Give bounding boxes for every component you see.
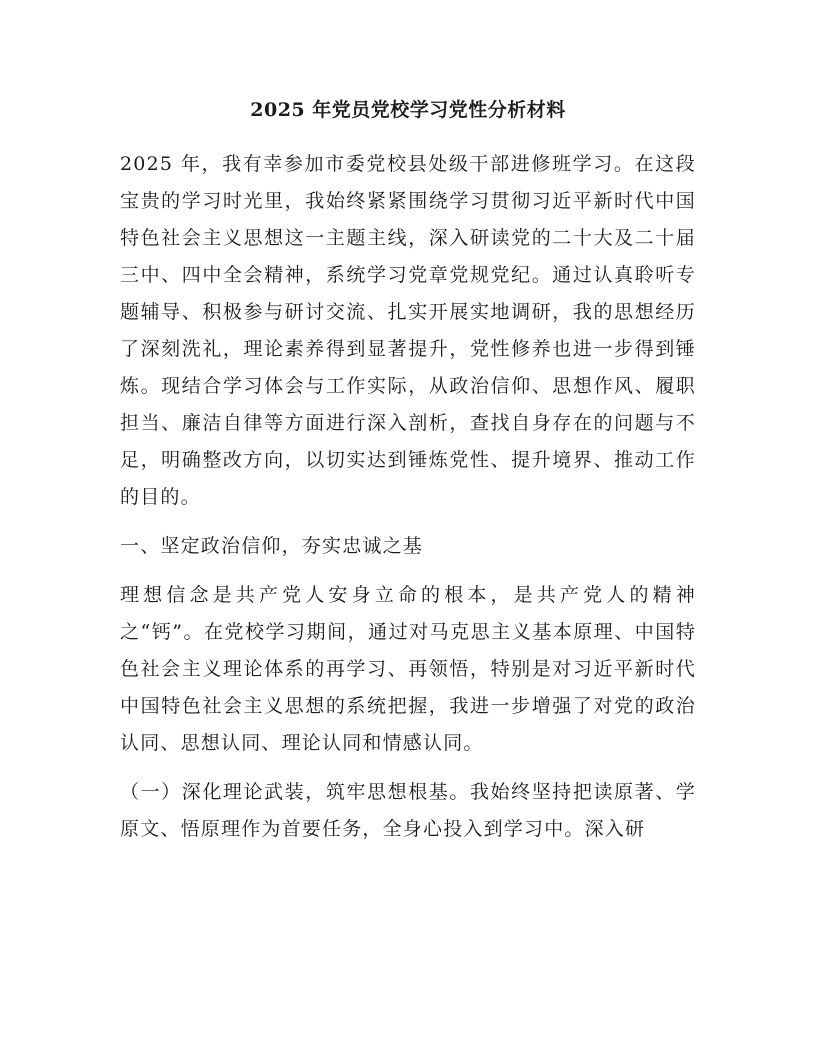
section-heading: 一、坚定政治信仰，夯实忠诚之基 bbox=[120, 535, 424, 557]
intro-paragraph: 2025 年，我有幸参加市委党校县处级干部进修班学习。在这段宝贵的学习时光里，我始终紧紧围绕学习贯彻习近平新时代中国特色社会主义思想这一主题主线，深入研读党的二十大及二十届三中、四中全会精神，系统学习党章党规党纪。通过认真聆听专题辅导、积极参与研讨交流、扎实开展实地调研，我的思想经历了深刻洗礼，理论素养得到显著提升，党性修养也进一步得到锤炼。现结合学习体会与工作实际，从政治信仰、思想作风、履职担当、廉洁自律等方面进行深入剖析，查找自身存在的问题与不足，明确整改方向，以切实达到锤炼党性、提升境界、推动工作的目的。 bbox=[120, 153, 696, 508]
subsection-paragraph: （一）深化理论武装，筑牢思想根基。我始终坚持把读原著、学原文、悟原理作为首要任务，全身心投入到学习中。深入研 bbox=[120, 781, 696, 840]
document-title: 2025 年党员党校学习党性分析材料 bbox=[250, 99, 566, 121]
section-paragraph: 理想信念是共产党人安身立命的根本，是共产党人的精神之“钙”。在党校学习期间，通过对马克思主义基本原理、中国特色社会主义理论体系的再学习、再领悟，特别是对习近平新时代中国特色社会主义思想的系统把握，我进一步增强了对党的政治认同、思想认同、理论认同和情感认同。 bbox=[120, 584, 696, 754]
